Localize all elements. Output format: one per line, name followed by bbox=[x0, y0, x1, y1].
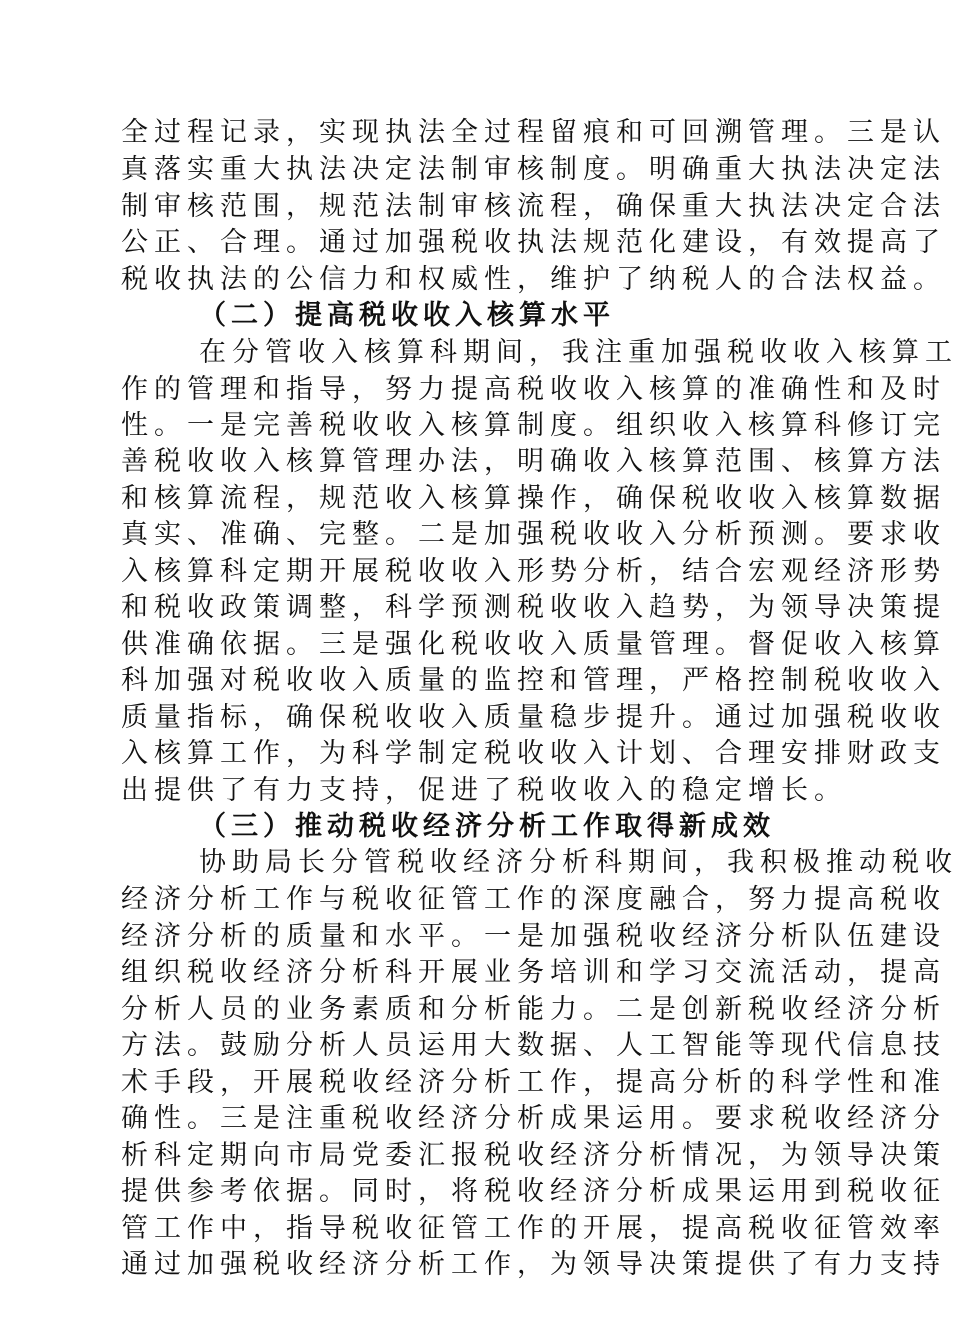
section-heading-3: （三）推动税收经济分析工作取得新成效 bbox=[199, 811, 775, 842]
paragraph-line: 供准确依据。三是强化税收收入质量管理。督促收入核算 bbox=[121, 629, 946, 660]
paragraph-line: 组织税收经济分析科开展业务培训和学习交流活动，提高 bbox=[121, 957, 946, 988]
paragraph-line: 税收执法的公信力和权威性，维护了纳税人的合法权益。 bbox=[121, 264, 946, 295]
paragraph-line: 质量指标，确保税收收入质量稳步提升。通过加强税收收 bbox=[121, 702, 946, 733]
paragraph-line: 入核算工作，为科学制定税收收入计划、合理安排财政支 bbox=[121, 738, 946, 769]
paragraph-line: 管工作中，指导税收征管工作的开展，提高税收征管效率 bbox=[121, 1213, 946, 1244]
paragraph-line: 经济分析工作与税收征管工作的深度融合，努力提高税收 bbox=[121, 884, 946, 915]
paragraph-line: 术手段，开展税收经济分析工作，提高分析的科学性和准 bbox=[121, 1067, 946, 1098]
paragraph-line: 经济分析的质量和水平。一是加强税收经济分析队伍建设 bbox=[121, 921, 946, 952]
paragraph-line: 和核算流程，规范收入核算操作，确保税收收入核算数据 bbox=[121, 483, 946, 514]
paragraph-line: 方法。鼓励分析人员运用大数据、人工智能等现代信息技 bbox=[121, 1030, 946, 1061]
paragraph-line: 通过加强税收经济分析工作，为领导决策提供了有力支持 bbox=[121, 1249, 946, 1280]
paragraph-line: 公正、合理。通过加强税收执法规范化建设，有效提高了 bbox=[121, 227, 946, 258]
paragraph-line: 在分管收入核算科期间，我注重加强税收收入核算工 bbox=[199, 337, 958, 368]
paragraph-line: 析科定期向市局党委汇报税收经济分析情况，为领导决策 bbox=[121, 1140, 946, 1171]
paragraph-line: 科加强对税收收入质量的监控和管理，严格控制税收收入 bbox=[121, 665, 946, 696]
paragraph-line: 作的管理和指导，努力提高税收收入核算的准确性和及时 bbox=[121, 374, 946, 405]
paragraph-line: 真落实重大执法决定法制审核制度。明确重大执法决定法 bbox=[121, 154, 946, 185]
paragraph-line: 真实、准确、完整。二是加强税收收入分析预测。要求收 bbox=[121, 519, 946, 550]
paragraph-line: 性。一是完善税收收入核算制度。组织收入核算科修订完 bbox=[121, 410, 946, 441]
paragraph-line: 善税收收入核算管理办法，明确收入核算范围、核算方法 bbox=[121, 446, 946, 477]
paragraph-line: 协助局长分管税收经济分析科期间，我积极推动税收 bbox=[199, 847, 958, 878]
paragraph-line: 提供参考依据。同时，将税收经济分析成果运用到税收征 bbox=[121, 1176, 946, 1207]
paragraph-line: 全过程记录，实现执法全过程留痕和可回溯管理。三是认 bbox=[121, 117, 946, 148]
paragraph-line: 和税收政策调整，科学预测税收收入趋势，为领导决策提 bbox=[121, 592, 946, 623]
paragraph-line: 入核算科定期开展税收收入形势分析，结合宏观经济形势 bbox=[121, 556, 946, 587]
paragraph-line: 分析人员的业务素质和分析能力。二是创新税收经济分析 bbox=[121, 994, 946, 1025]
section-heading-2: （二）提高税收收入核算水平 bbox=[199, 300, 615, 331]
paragraph-line: 出提供了有力支持，促进了税收收入的稳定增长。 bbox=[121, 775, 847, 806]
paragraph-line: 制审核范围，规范法制审核流程，确保重大执法决定合法 bbox=[121, 191, 946, 222]
paragraph-line: 确性。三是注重税收经济分析成果运用。要求税收经济分 bbox=[121, 1103, 946, 1134]
